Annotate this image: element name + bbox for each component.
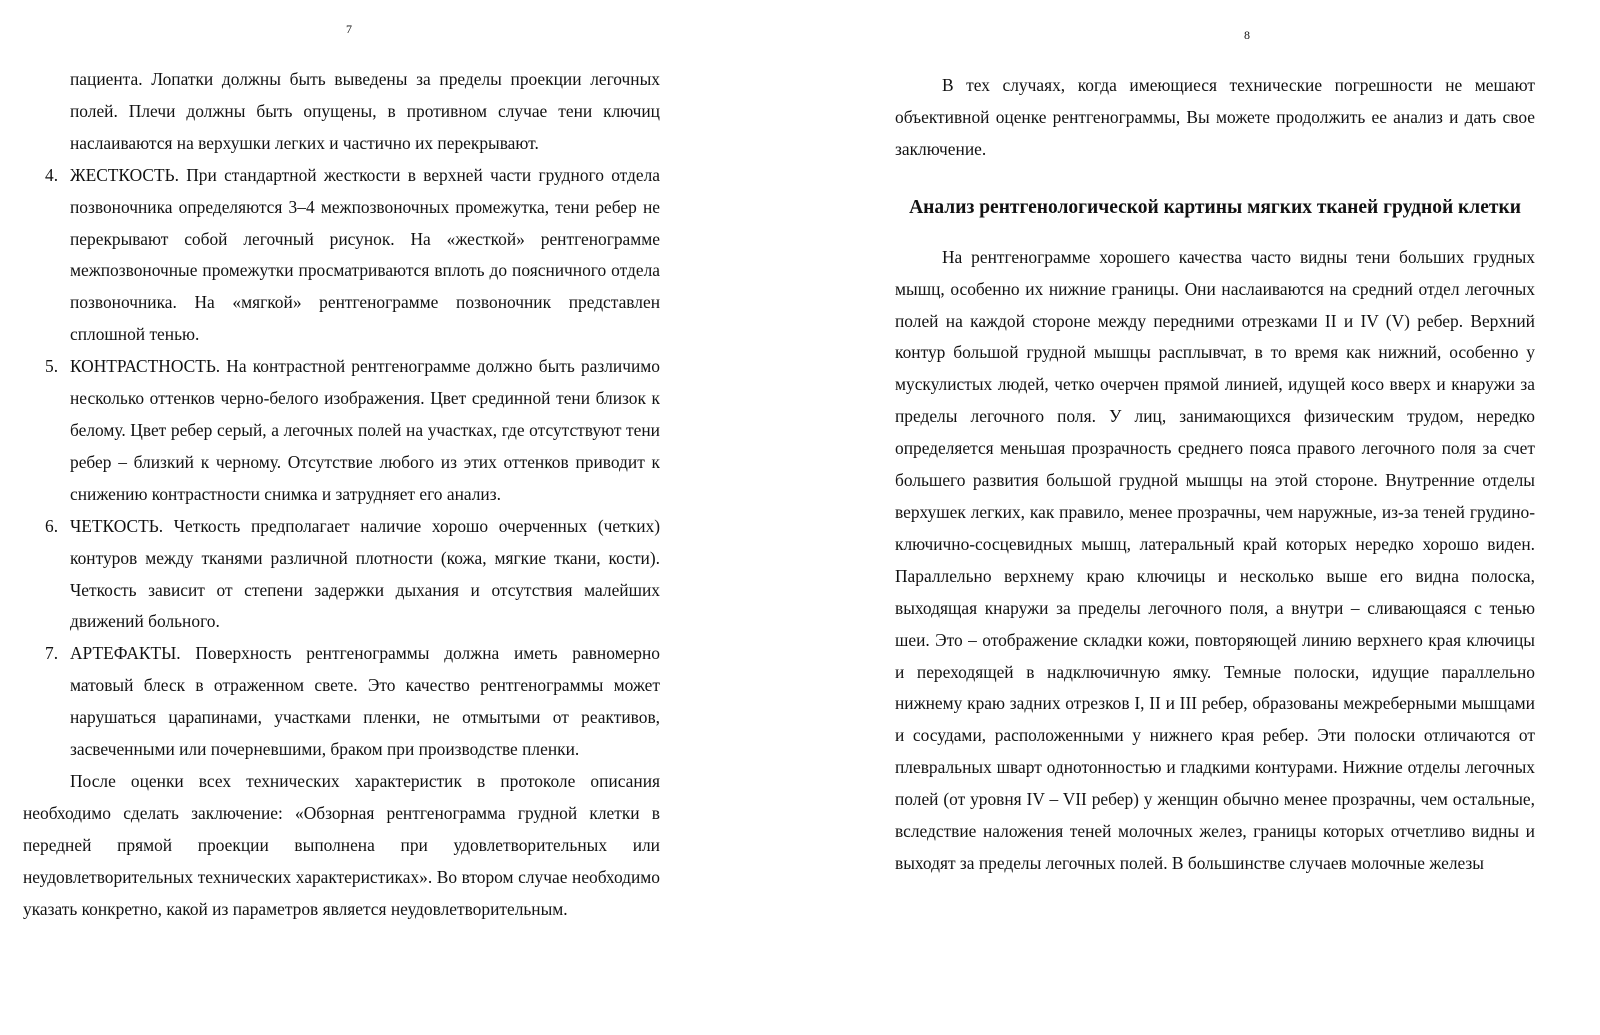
list-number: 5. xyxy=(45,356,59,377)
list-text: АРТЕФАКТЫ. Поверхность рентгенограммы должна иметь равномерно матовый блеск в отраженном свете. Это качество рентгенограммы может нарушаться царапинами, участками пленки, не отмытыми от реактивов, засвеченными или почерневшими, браком при производстве пленки. xyxy=(70,643,660,760)
section-heading: Анализ рентгенологической картины мягких тканей грудной клетки xyxy=(909,196,1521,218)
list-item-stiffness xyxy=(23,160,660,351)
right-page xyxy=(875,0,1600,1035)
technical-criteria-list xyxy=(23,160,660,766)
conclusion-paragraph: После оценки всех технических характеристик в протоколе описания необходимо сделать заключение: «Обзорная рентгенограмма грудной клетки в передней прямой проекции выполнена при удовлетворительных или неудовлетворительных технических характеристиках». Во втором случае необходимо указать конкретно, какой из параметров является неудовлетворительным. xyxy=(23,770,660,919)
list-number: 4. xyxy=(45,164,59,185)
list-number: 6. xyxy=(45,515,59,536)
list-item-sharpness xyxy=(23,511,660,639)
right-page-body xyxy=(895,70,1535,880)
list-text: ЖЕСТКОСТЬ. При стандартной жесткости в верхней части грудного отдела позвоночника определяются 3–4 межпозвоночных промежутка, тени ребер не перекрывают собой легочный рисунок. На «жесткой» рентгенограмме межпозвоночные промежутки просматриваются вплоть до поясничного отдела позвоночника. На «мягкой» рентгенограмме позвоночник представлен сплошной тенью. xyxy=(70,164,660,345)
list-number: 7. xyxy=(45,643,59,664)
list-text: ЧЕТКОСТЬ. Четкость предполагает наличие хорошо очерченных (четких) контуров между тканями различной плотности (кожа, мягкие ткани, кости). Четкость зависит от степени задержки дыхания и отсутствия малейших движений больного. xyxy=(70,515,660,632)
continuation-paragraph: пациента. Лопатки должны быть выведены за пределы проекции легочных полей. Плечи должны быть опущены, в противном случае тени ключиц наслаиваются на верхушки легких и частично их перекрывают. xyxy=(70,69,660,153)
list-item-contrast xyxy=(23,351,660,511)
left-page xyxy=(0,0,690,1035)
page-number-left: 7 xyxy=(346,22,352,36)
list-text: КОНТРАСТНОСТЬ. На контрастной рентгенограмме должно быть различимо несколько оттенков черно-белого изображения. Цвет срединной тени близок к белому. Цвет ребер серый, а легочных полей на участках, где отсутствуют тени ребер – близкий к черному. Отсутствие любого из этих оттенков приводит к снижению контрастности снимка и затрудняет его анализ. xyxy=(70,356,660,504)
left-page-body xyxy=(23,64,660,925)
soft-tissue-paragraph: На рентгенограмме хорошего качества часто видны тени больших грудных мышц, особенно их нижние границы. Они наслаиваются на средний отдел легочных полей на каждой стороне между передними отрезками II и IV (V) ребер. Верхний контур большой грудной мышцы расплывчат, в то время как нижний, особенно у мускулистых людей, четко очерчен прямой линией, идущей косо вверх и кнаружи за пределы легочного поля. У лиц, занимающихся физическим трудом, нередко определяется меньшая прозрачность среднего пояса правого легочного поля за счет большего развития большой грудной мышцы на этой стороне. Внутренние отделы верхушек легких, как правило, менее прозрачны, чем наружные, из-за теней грудино-ключично-сосцевидных мышц, латеральный край которых нередко хорошо виден. Параллельно верхнему краю ключицы и несколько выше его видна полоска, выходящая кнаружи за пределы легочного поля, а внутри – сливающаяся с тенью шеи. Это – отображение складки кожи, повторяющей линию верхнего края ключицы и переходящей в надключичную ямку. Темные полоски, идущие параллельно нижнему краю задних отрезков I, II и III ребер, образованы межреберными мышцами и сосудами, расположенными у нижнего края ребер. Эти полоски отличаются от плевральных шварт однотонностью и гладкими контурами. Нижние отделы легочных полей (от уровня IV – VII ребер) у женщин обычно менее прозрачны, чем остальные, вследствие наложения теней молочных желез, границы которых отчетливо видны и выходят за пределы легочных полей. В большинстве случаев молочные железы xyxy=(895,246,1535,873)
list-item-artifacts xyxy=(23,638,660,766)
page-number-right: 8 xyxy=(1244,28,1250,42)
intro-paragraph: В тех случаях, когда имеющиеся технические погрешности не мешают объективной оценке рентгенограммы, Вы можете продолжить ее анализ и дать свое заключение. xyxy=(895,75,1535,159)
